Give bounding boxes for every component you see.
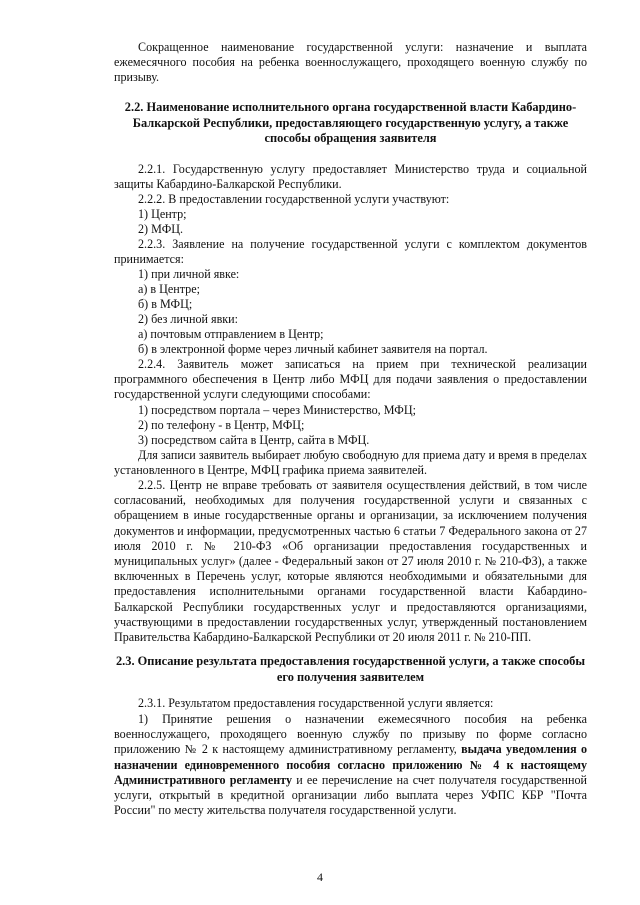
list-item: а) почтовым отправлением в Центр; (138, 327, 324, 341)
section-2-2-heading: 2.2. Наименование исполнительного органа государственной власти Кабардино-Балкарской Республики, предоставляющего государственную услугу, а также способы обращения заявителя (124, 100, 577, 145)
item-text-bold: выдача уведомления о назначении единовременного пособия согласно приложению № 4 к настоящему Административного регламенту (114, 742, 587, 787)
intro-paragraph: Сокращенное наименование государственной услуги: назначение и выплата ежемесячного пособия на ребенка военнослужащего, проходящего военную службу по призыву. (114, 40, 587, 85)
list-item: 1) при личной явке: (138, 267, 240, 281)
paragraph-2-3-1-item-1 (114, 712, 587, 818)
list-item: б) в электронной форме через личный кабинет заявителя на портал. (138, 342, 488, 356)
list-item: б) в МФЦ; (138, 297, 193, 311)
page-number: 4 (317, 870, 323, 884)
list-item: 2) по телефону - в Центр, МФЦ; (138, 418, 305, 432)
list-item: 2) без личной явки: (138, 312, 238, 326)
paragraph-2-2-4-tail: Для записи заявитель выбирает любую свободную для приема дату и время в пределах установленного в Центре, МФЦ графика приема заявителей. (114, 448, 587, 478)
list-item: 1) посредством портала – через Министерство, МФЦ; (138, 403, 416, 417)
section-2-3-heading: 2.3. Описание результата предоставления государственной услуги, а также способы его получения заявителем (115, 654, 586, 684)
paragraph-2-2-1: 2.2.1. Государственную услугу предоставляет Министерство труда и социальной защиты Кабардино-Балкарской Республики. (114, 162, 587, 192)
paragraph-2-2-4: 2.2.4. Заявитель может записаться на прием при технической реализации программного обеспечения в Центр либо МФЦ для подачи заявления о предоставлении государственной услуги следующими способами: (114, 357, 587, 402)
list-item: 2) МФЦ. (138, 222, 184, 236)
paragraph-2-2-5: 2.2.5. Центр не вправе требовать от заявителя осуществления действий, в том числе согласований, необходимых для получения государственной услуги и связанных с обращением в иные государственные органы и организации, за исключением получения документов и информации, предусмотренных частью 6 статьи 7 Федерального закона от 27 июля 2010 г. № 210-ФЗ «Об организации предоставления государственных и муниципальных услуг» (далее - Федеральный закон от 27 июля 2010 г. № 210-ФЗ), а также включенных в Перечень услуг, которые являются необходимыми и обязательными для предоставления исполнительными органами государственной власти Кабардино-Балкарской Республики государственных услуг и предоставляются организациями, участвующими в предоставлении государственных услуг, утвержденный постановлением Правительства Кабардино-Балкарской Республики от 20 июля 2011 г. № 210-ПП. (114, 478, 587, 645)
list-item: 3) посредством сайта в Центр, сайта в МФЦ. (138, 433, 370, 447)
paragraph-2-3-1: 2.3.1. Результатом предоставления государственной услуги является: (138, 696, 494, 710)
paragraph-2-2-2: 2.2.2. В предоставлении государственной услуги участвуют: (138, 192, 450, 206)
list-item: а) в Центре; (138, 282, 200, 296)
item-text-end: и ее перечисление на счет получателя государственной услуги, открытый в кредитной организации либо выплата через УФПС КБР "Почта России" по месту жительства получателя государственной услуги. (114, 772, 587, 818)
item-text-start: 1) Принятие решения о назначении ежемесячного пособия на ребенка военнослужащего, проходящего военную службу по призыву по форме согласно приложению № 2 к настоящему административному регламенту, (114, 712, 587, 757)
list-item: 1) Центр; (138, 207, 187, 221)
paragraph-2-2-3: 2.2.3. Заявление на получение государственной услуги с комплектом документов принимается: (114, 237, 587, 267)
